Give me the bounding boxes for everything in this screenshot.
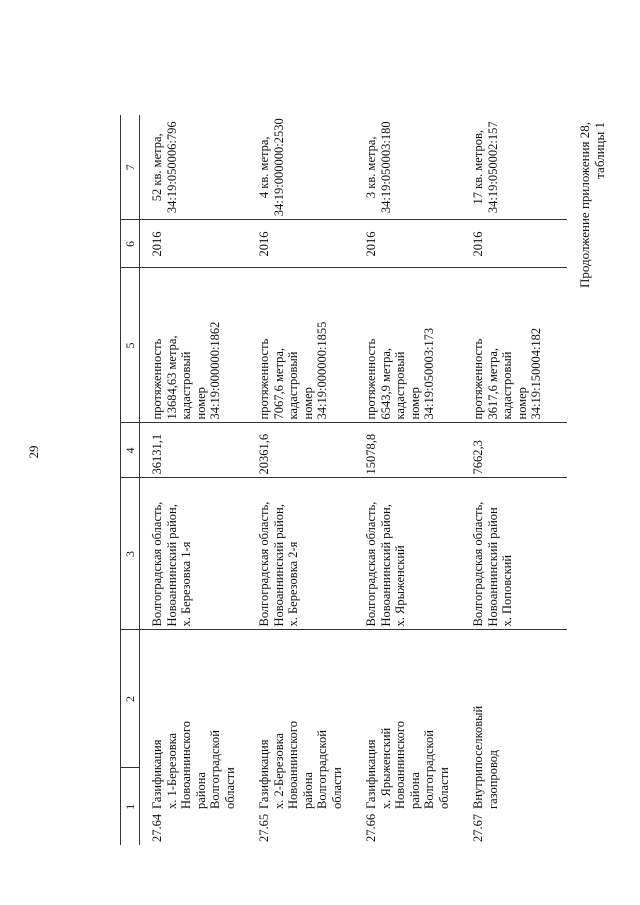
location-cell: 4 кв. метра, 34:19:000000:2530 xyxy=(247,115,354,220)
rotated-table-wrapper xyxy=(120,115,550,845)
location-cell: 52 кв. метра, 34:19:050006:796 xyxy=(140,115,248,220)
object-name: Внутрипоселковый газопровод xyxy=(471,705,500,809)
table-row xyxy=(140,115,248,845)
location-cell: 3 кв. метра, 34:19:050003:180 xyxy=(354,115,461,220)
table-row xyxy=(247,115,354,845)
object-name: Газификация х. 1-Березовка Новоаннинского района Волгоградской области xyxy=(150,721,237,809)
caption-line-2: таблицы 1 xyxy=(592,121,607,179)
row-number: 27.66 xyxy=(364,813,378,842)
object-name: Газификация х. Ярыженский Новоаннинского района Волгоградской области xyxy=(364,721,451,809)
table-row xyxy=(461,115,567,845)
address-cell: Волгоградская область, Новоаннинский район, х. Березовка 2-я xyxy=(247,478,354,630)
object-cell xyxy=(247,630,354,845)
row-number: 27.65 xyxy=(257,813,271,842)
location-cell: 17 кв. метров, 34:19:050002:157 xyxy=(461,115,567,220)
header-cell: 2 xyxy=(121,630,140,768)
year-cell: 2016 xyxy=(140,220,248,268)
cost-cell: 20361,6 xyxy=(247,423,354,478)
object-cell xyxy=(354,630,461,845)
characteristics-cell: протяженность 3617,6 метра, кадастровый номер 34:19:150004:182 xyxy=(461,268,567,423)
row-number: 27.67 xyxy=(471,813,485,842)
cost-cell: 15078,8 xyxy=(354,423,461,478)
row-number: 27.64 xyxy=(150,813,164,842)
header-cell: 7 xyxy=(121,115,140,220)
year-cell: 2016 xyxy=(247,220,354,268)
header-cell: 3 xyxy=(121,478,140,630)
address-cell: Волгоградская область, Новоаннинский район, х. Ярыженский xyxy=(354,478,461,630)
characteristics-cell: протяженность 13684,63 метра, кадастровый номер 34:19:000000:1862 xyxy=(140,268,248,423)
header-cell: 1 xyxy=(121,768,140,845)
header-row xyxy=(121,115,140,845)
year-cell: 2016 xyxy=(354,220,461,268)
header-cell: 6 xyxy=(121,220,140,268)
caption-line-1: Продолжение приложения 28, xyxy=(577,121,592,289)
characteristics-cell: протяженность 6543,9 метра, кадастровый номер 34:19:050003:173 xyxy=(354,268,461,423)
object-cell xyxy=(140,630,248,845)
header-cell: 5 xyxy=(121,268,140,423)
table-caption xyxy=(577,122,607,288)
data-table xyxy=(120,115,567,845)
characteristics-cell: протяженность 7067,6 метра, кадастровый номер 34:19:000000:1855 xyxy=(247,268,354,423)
object-name: Газификация х. 2-Березовка Новоаннинского района Волгоградской области xyxy=(257,721,344,809)
address-cell: Волгоградская область, Новоаннинский район х. Поповский xyxy=(461,478,567,630)
address-cell: Волгоградская область, Новоаннинский район, х. Березовка 1-я xyxy=(140,478,248,630)
table-row xyxy=(354,115,461,845)
object-cell xyxy=(461,630,567,845)
cost-cell: 36131,1 xyxy=(140,423,248,478)
page-number: 29 xyxy=(26,445,41,459)
header-cell: 4 xyxy=(121,423,140,478)
cost-cell: 7662,3 xyxy=(461,423,567,478)
year-cell: 2016 xyxy=(461,220,567,268)
